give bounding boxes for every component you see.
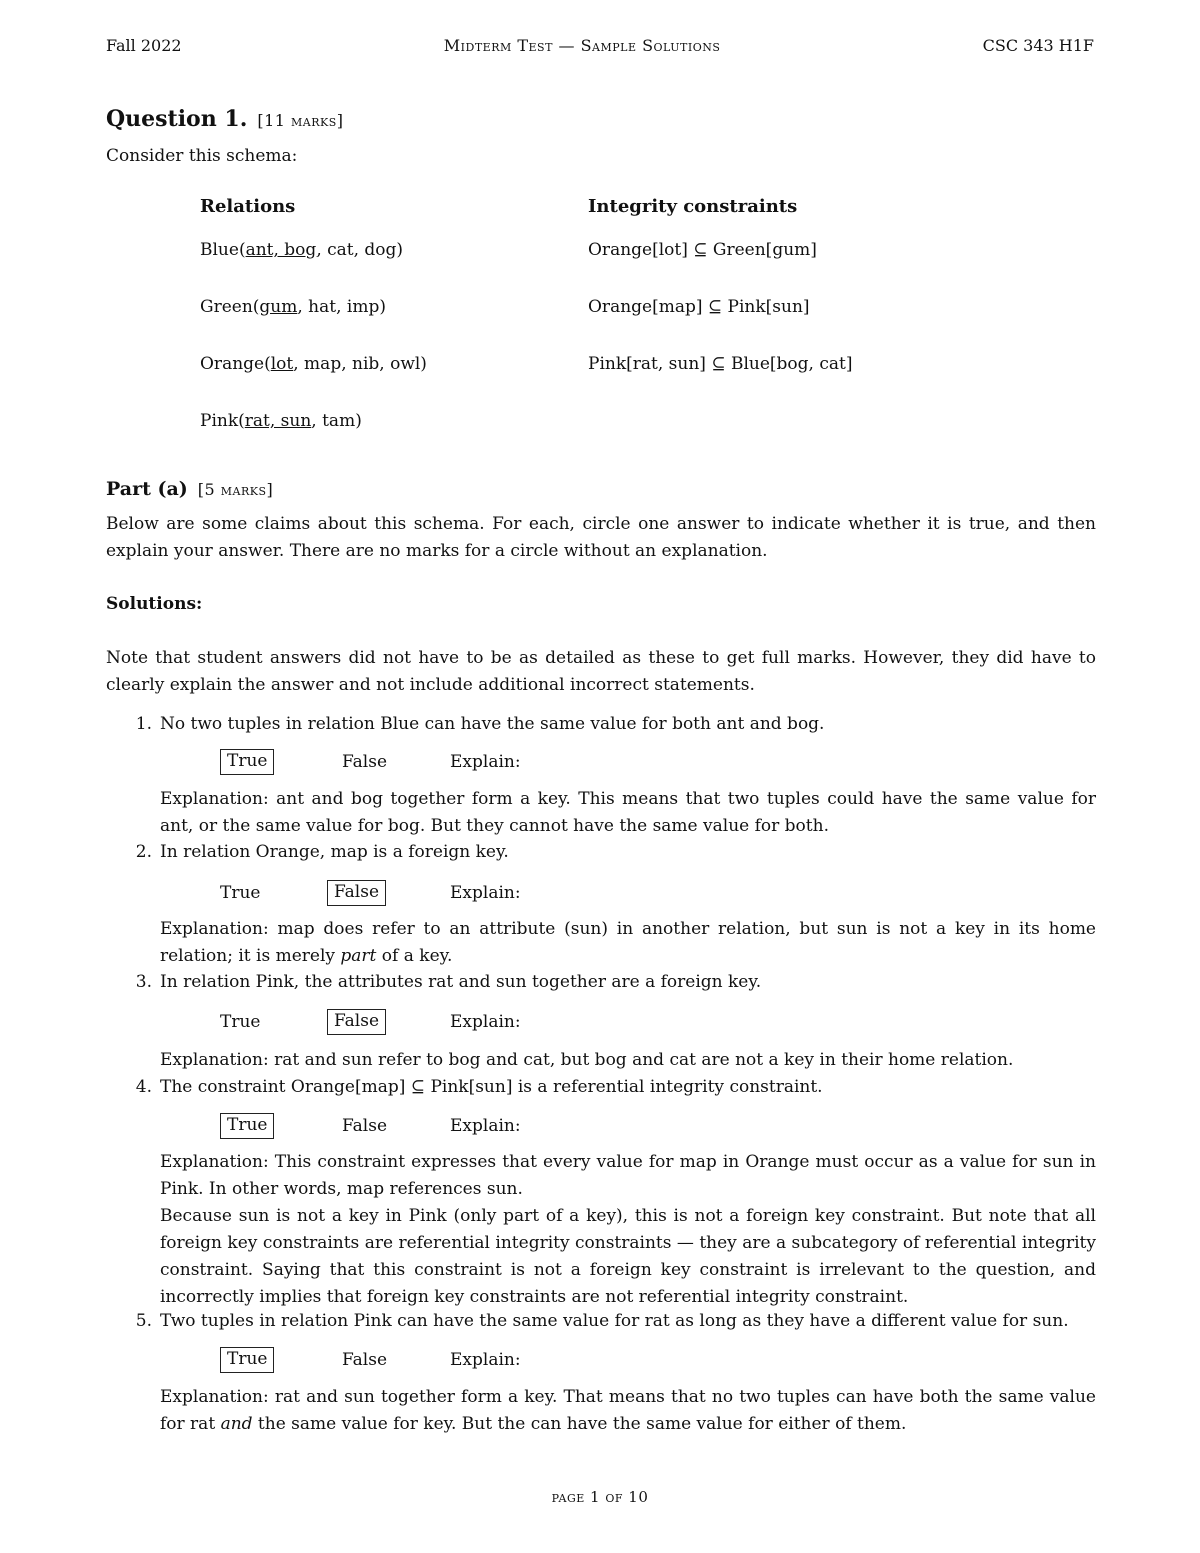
relation-attrs: , cat, dog) (316, 240, 404, 260)
false-choice: False (342, 1350, 387, 1370)
relation-name: Orange( (200, 354, 271, 374)
item-explanation (160, 916, 1096, 970)
solutions-label: Solutions: (106, 594, 203, 614)
relation-pink (200, 411, 362, 431)
question-marks: [11 marks] (257, 111, 344, 130)
explanation-emphasis: and (220, 1414, 253, 1434)
part-label: Part (a) (106, 478, 188, 500)
relation-blue (200, 240, 403, 260)
true-choice-selected: True (220, 1347, 274, 1373)
constraints-heading: Integrity constraints (588, 196, 798, 217)
header-course: CSC 343 H1F (982, 36, 1094, 55)
item-explanation: Explanation: rat and sun refer to bog and cat, but bog and cat are not a key in their home relation. (160, 1050, 1014, 1070)
answer-choices (220, 1010, 620, 1036)
true-choice-selected: True (220, 749, 274, 775)
part-instructions: Below are some claims about this schema. For each, circle one answer to indicate whether it is true, and then explain your answer. There are no marks for a circle without an explanation. (106, 514, 1096, 561)
question-title (106, 106, 344, 132)
relation-name: Pink( (200, 411, 245, 431)
relation-attrs: , tam) (311, 411, 362, 431)
true-choice: True (220, 883, 261, 903)
explanation-text: Explanation: map does refer to an attribute (sun) in another relation, but sun is not a key in its home relation; it is merely (160, 919, 1096, 966)
explanation-text: of a key. (376, 946, 453, 966)
relation-attrs: , map, nib, owl) (293, 354, 427, 374)
item-claim: Two tuples in relation Pink can have the same value for rat as long as they have a different value for sun. (160, 1311, 1069, 1331)
item-number: 2. (135, 842, 152, 862)
explain-label: Explain: (450, 1350, 521, 1370)
item-claim: No two tuples in relation Blue can have the same value for both ant and bog. (160, 714, 825, 734)
explain-label: Explain: (450, 1012, 521, 1032)
relation-attrs: , hat, imp) (297, 297, 386, 317)
item-explanation: Explanation: ant and bog together form a key. This means that two tuples could have the same value for ant, or the same value for bog. But they cannot have the same value for both. (160, 789, 1096, 836)
item-number: 3. (135, 972, 152, 992)
question-intro: Consider this schema: (106, 146, 298, 166)
relation-green (200, 297, 386, 317)
relation-name: Green( (200, 297, 260, 317)
part-title (106, 478, 273, 500)
item-number: 1. (135, 714, 152, 734)
relation-name: Blue( (200, 240, 246, 260)
item-number: 5. (135, 1311, 152, 1331)
false-choice-selected: False (327, 880, 386, 906)
constraint-2: Orange[map] ⊆ Pink[sun] (588, 297, 810, 317)
relation-key: lot (270, 354, 294, 374)
explain-label: Explain: (450, 1116, 521, 1136)
header-title: Midterm Test — Sample Solutions (443, 36, 721, 55)
item-explanation-continued: Because sun is not a key in Pink (only part of a key), this is not a foreign key constraint. But note that all foreign key constraints are referential integrity constraints — they are a subcategory of referential integrity constraint. Saying that this constraint is not a foreign key constraint is irrelevant to the question, and incorrectly implies that foreign key constraints are not referential integrity constraint. (160, 1206, 1096, 1307)
relation-key: rat, sun (244, 411, 312, 431)
page-header (106, 36, 1094, 60)
constraint-1: Orange[lot] ⊆ Green[gum] (588, 240, 817, 260)
explanation-text: the same value for key. But the can have the same value for either of them. (252, 1414, 907, 1434)
answer-choices (220, 750, 620, 776)
answer-choices (220, 1114, 620, 1140)
answer-choices (220, 1348, 620, 1374)
explanation-emphasis: part (340, 946, 377, 966)
page-number: page 1 of 10 (551, 1488, 649, 1506)
false-choice-selected: False (327, 1009, 386, 1035)
answer-choices (220, 881, 620, 907)
item-number: 4. (135, 1077, 152, 1097)
item-claim: The constraint Orange[map] ⊆ Pink[sun] is a referential integrity constraint. (160, 1077, 823, 1097)
relations-heading: Relations (200, 196, 296, 217)
relation-orange (200, 354, 427, 374)
true-choice-selected: True (220, 1113, 274, 1139)
true-choice: True (220, 1012, 261, 1032)
false-choice: False (342, 752, 387, 772)
relation-key: ant, bog (245, 240, 317, 260)
header-term: Fall 2022 (106, 36, 182, 55)
solutions-note: Note that student answers did not have to be as detailed as these to get full marks. However, they did have to clearly explain the answer and not include additional incorrect statements. (106, 648, 1096, 695)
item-explanation: Explanation: This constraint expresses that every value for map in Orange must occur as a value for sun in Pink. In other words, map references sun. (160, 1152, 1096, 1199)
question-label: Question 1. (106, 106, 248, 132)
part-marks: [5 marks] (197, 480, 274, 499)
explain-label: Explain: (450, 752, 521, 772)
false-choice: False (342, 1116, 387, 1136)
item-claim: In relation Orange, map is a foreign key. (160, 842, 509, 862)
item-explanation (160, 1384, 1096, 1438)
explanation-text: Explanation: rat and sun together form a key. That means that no two tuples can have both the same value for rat (160, 1387, 1096, 1434)
explain-label: Explain: (450, 883, 521, 903)
relation-key: gum (259, 297, 298, 317)
item-claim: In relation Pink, the attributes rat and sun together are a foreign key. (160, 972, 762, 992)
constraint-3: Pink[rat, sun] ⊆ Blue[bog, cat] (588, 354, 853, 374)
